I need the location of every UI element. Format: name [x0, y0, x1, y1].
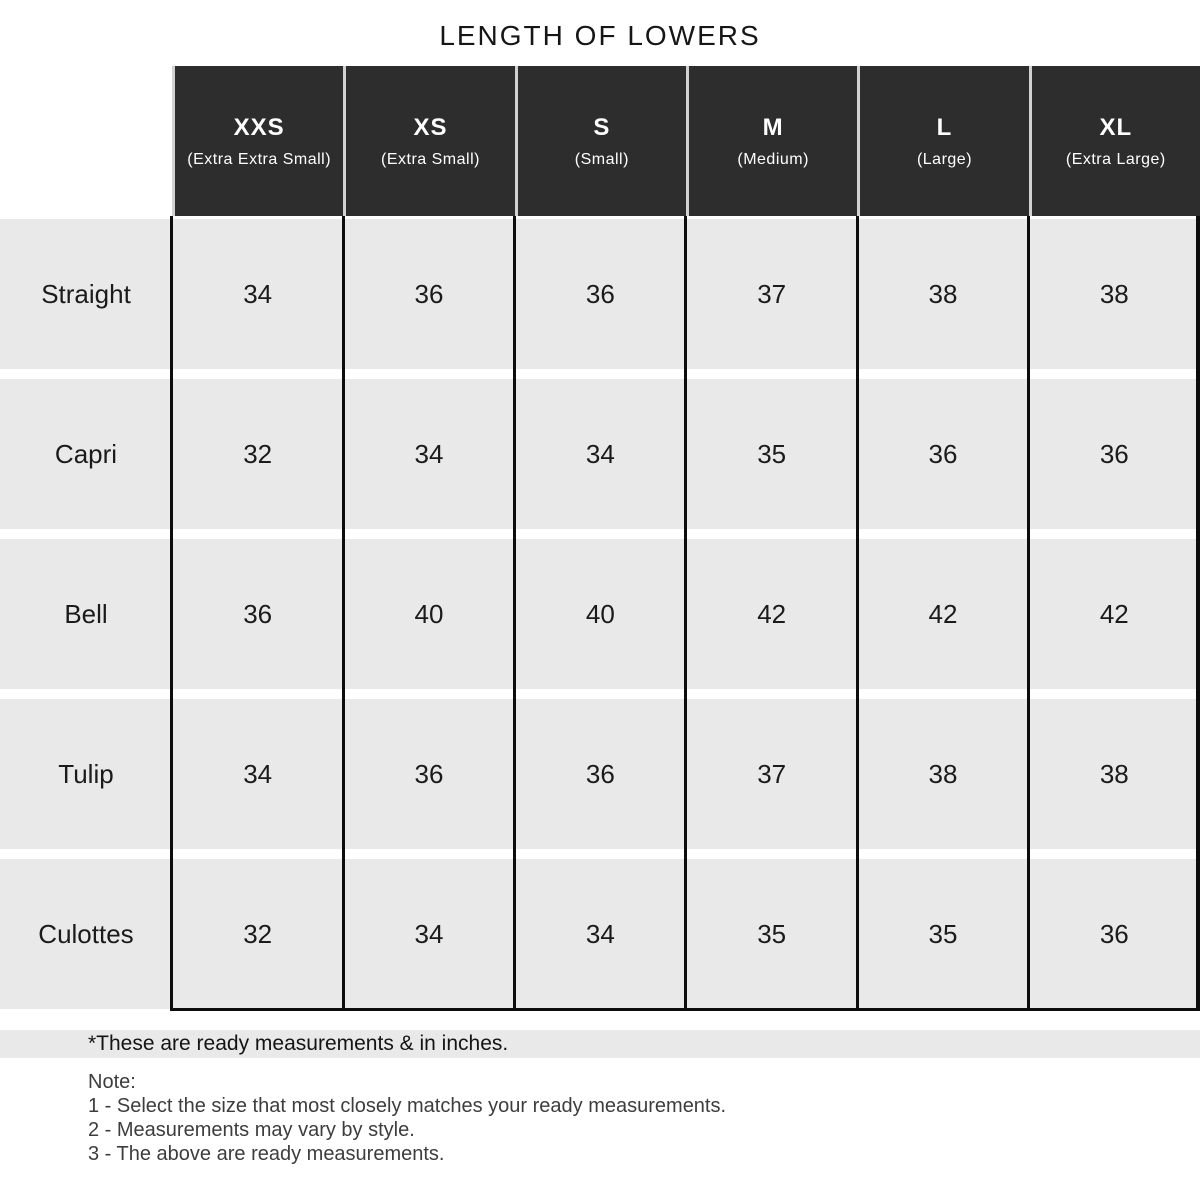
- cell-culottes-xxs: 32: [243, 918, 273, 949]
- note-item-2: 2 - Measurements may vary by style.: [88, 1119, 415, 1141]
- row-label: Culottes: [38, 918, 134, 949]
- table-row-capri: [0, 379, 1200, 529]
- size-full-name: (Large): [916, 150, 973, 168]
- size-code: L: [936, 113, 953, 141]
- footnote-text: *These are ready measurements & in inches.: [88, 1032, 509, 1055]
- size-code: S: [593, 113, 611, 141]
- cell-bell-m: 42: [757, 598, 787, 629]
- grid-vline: [170, 216, 173, 1011]
- table-row-culottes: [0, 859, 1200, 1009]
- cell-culottes-xl: 36: [1099, 918, 1129, 949]
- note-item-3: 3 - The above are ready measurements.: [88, 1143, 445, 1165]
- cell-straight-s: 36: [585, 278, 615, 309]
- grid-vline: [513, 216, 516, 1011]
- grid-vline: [856, 216, 859, 1011]
- note-block: [88, 1070, 726, 1166]
- note-item-1: 1 - Select the size that most closely matches your ready measurements.: [88, 1095, 727, 1117]
- cell-capri-xs: 34: [414, 438, 444, 469]
- row-label: Tulip: [58, 758, 114, 789]
- size-code: XS: [413, 113, 448, 141]
- row-label: Capri: [54, 438, 118, 469]
- header-cell-l: [857, 66, 1028, 216]
- grid-bottom-line: [172, 1008, 1200, 1011]
- cell-bell-s: 40: [585, 598, 615, 629]
- header-cell-xl: [1029, 66, 1200, 216]
- size-full-name: (Extra Small): [381, 150, 480, 168]
- page-title: LENGTH OF LOWERS: [439, 20, 761, 51]
- cell-straight-xxs: 34: [243, 278, 273, 309]
- cell-capri-l: 36: [928, 438, 958, 469]
- cell-tulip-xs: 36: [414, 758, 444, 789]
- table-row-straight: [0, 219, 1200, 369]
- size-code: XL: [1099, 113, 1133, 141]
- cell-bell-l: 42: [928, 598, 958, 629]
- size-full-name: (Extra Large): [1065, 150, 1166, 168]
- cell-tulip-s: 36: [585, 758, 615, 789]
- cell-capri-xxs: 32: [243, 438, 273, 469]
- cell-straight-l: 38: [928, 278, 958, 309]
- cell-capri-xl: 36: [1099, 438, 1129, 469]
- table-row-tulip: [0, 699, 1200, 849]
- footnote-band: [0, 1030, 1200, 1058]
- header-cell-s: [515, 66, 686, 216]
- grid-vline: [1027, 216, 1030, 1011]
- size-header-row: [172, 66, 1200, 216]
- cell-capri-m: 35: [757, 438, 787, 469]
- cell-straight-xl: 38: [1099, 278, 1129, 309]
- grid-vline: [684, 216, 687, 1011]
- header-cell-xxs: [172, 66, 343, 216]
- size-full-name: (Extra Extra Small): [187, 150, 332, 168]
- cell-straight-xs: 36: [414, 278, 444, 309]
- note-heading: Note:: [88, 1071, 136, 1093]
- cell-tulip-l: 38: [928, 758, 958, 789]
- cell-culottes-l: 35: [928, 918, 958, 949]
- header-cell-m: [686, 66, 857, 216]
- table-row-bell: [0, 539, 1200, 689]
- cell-tulip-xl: 38: [1099, 758, 1129, 789]
- grid-vline: [342, 216, 345, 1011]
- cell-bell-xs: 40: [414, 598, 444, 629]
- cell-culottes-xs: 34: [414, 918, 444, 949]
- cell-capri-s: 34: [585, 438, 615, 469]
- cell-tulip-xxs: 34: [243, 758, 273, 789]
- cell-straight-m: 37: [757, 278, 787, 309]
- row-label: Straight: [41, 278, 131, 309]
- size-code: M: [762, 113, 784, 141]
- cell-culottes-m: 35: [757, 918, 787, 949]
- grid-vline: [1196, 216, 1200, 1011]
- cell-bell-xxs: 36: [243, 598, 273, 629]
- cell-tulip-m: 37: [757, 758, 787, 789]
- row-label: Bell: [64, 598, 108, 629]
- cell-culottes-s: 34: [585, 918, 615, 949]
- size-table-body: [0, 219, 1200, 1019]
- size-full-name: (Small): [574, 150, 629, 168]
- cell-bell-xl: 42: [1099, 598, 1129, 629]
- header-cell-xs: [343, 66, 514, 216]
- size-code: XXS: [233, 113, 285, 141]
- size-full-name: (Medium): [737, 150, 809, 168]
